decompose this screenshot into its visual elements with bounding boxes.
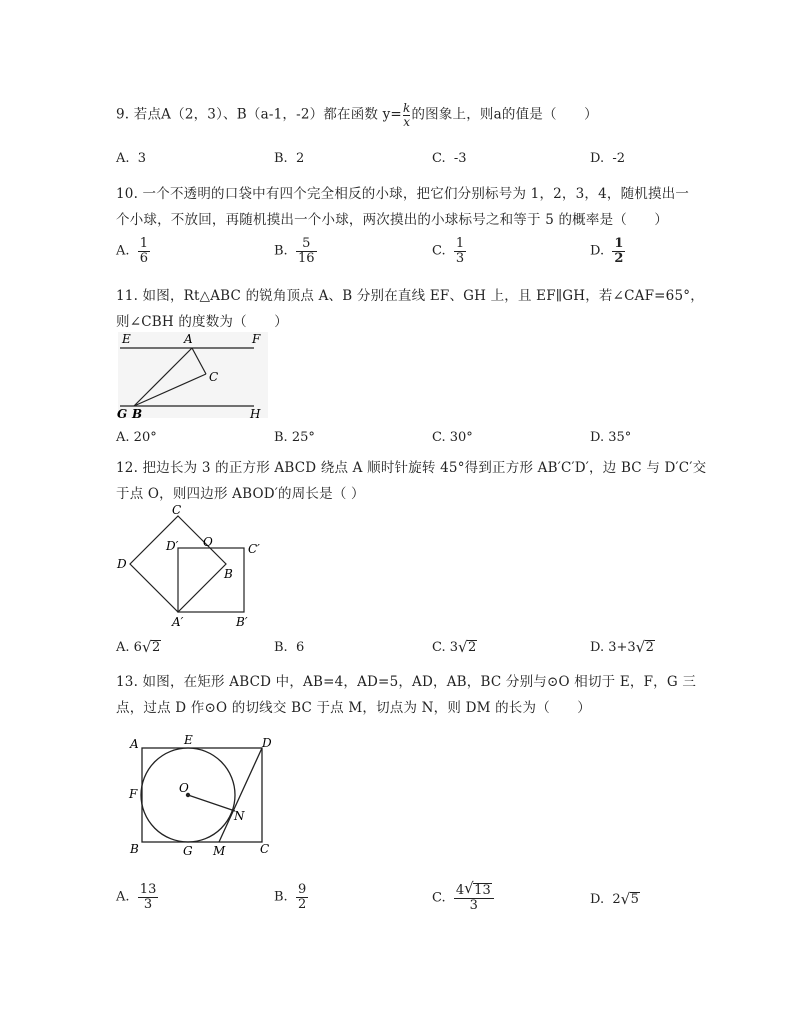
option-value: -2	[612, 151, 626, 166]
option-fraction	[296, 237, 317, 265]
q9-frac-num: k	[402, 101, 411, 115]
frac-num: 5	[302, 236, 311, 251]
sqrt-radicand: 2	[468, 640, 477, 655]
q10-stem-line1: 10. 一个不透明的口袋中有四个完全相反的小球，把它们分别标号为 1，2，3，4，随机摸出一	[116, 186, 690, 202]
q11-option-a[interactable]	[116, 430, 157, 445]
q9-option-d[interactable]	[590, 151, 625, 166]
option-value: 35°	[608, 430, 632, 445]
q12-stem-line1: 12. 把边长为 3 的正方形 ABCD 绕点 A 顺时针旋转 45°得到正方形 AB′C′D′，边 BC 与 D′C′交	[116, 460, 707, 476]
option-key: C.	[432, 430, 446, 445]
label-d: D	[117, 557, 127, 571]
frac-num: 1	[139, 236, 149, 251]
sqrt-symbol	[622, 892, 640, 907]
q11-option-b[interactable]	[274, 430, 315, 445]
label-o: O	[203, 535, 213, 549]
label-e: E	[184, 733, 193, 747]
option-value: 6	[295, 640, 305, 655]
q10-option-d[interactable]	[590, 237, 625, 265]
label-a: A	[184, 332, 193, 346]
tangent-dm	[219, 748, 262, 842]
option-key: D.	[590, 640, 605, 655]
q11-figure	[114, 330, 274, 422]
frac-num: 1	[614, 236, 624, 251]
q9-option-c[interactable]	[432, 151, 467, 166]
q10-option-b[interactable]	[274, 237, 317, 265]
option-coefficient: 2	[612, 892, 621, 907]
q9-text-a: 9. 若点A（2，3）、B（a-1，-2）都在函数 y=	[116, 106, 402, 123]
option-fraction	[612, 237, 625, 265]
label-g: G	[117, 407, 128, 421]
option-value: 3	[137, 151, 147, 166]
frac-den: 6	[139, 250, 149, 266]
q13-option-d[interactable]	[590, 892, 640, 907]
label-f: F	[129, 787, 138, 801]
option-key: C.	[432, 243, 446, 259]
q13-option-c[interactable]	[432, 883, 494, 913]
option-key: A.	[116, 151, 130, 166]
q9-fraction	[403, 102, 410, 128]
option-key: A.	[116, 889, 130, 905]
sqrt-symbol	[143, 640, 161, 655]
option-fraction	[454, 883, 494, 913]
rectangle-abcd	[142, 748, 262, 842]
frac-den: 3	[138, 897, 159, 912]
sqrt-radicand: 13	[474, 883, 491, 898]
option-key: B.	[274, 430, 288, 445]
option-key: B.	[274, 640, 288, 655]
sqrt-radicand: 2	[645, 640, 654, 655]
label-a1: A′	[172, 615, 184, 629]
option-key: A.	[116, 243, 130, 259]
label-a: A	[130, 737, 139, 751]
q13-stem-line1: 13. 如图，在矩形 ABCD 中，AB=4，AD=5，AD，AB，BC 分别与⊙O 相切于 E，F，G 三	[116, 674, 697, 690]
q9-stem	[116, 102, 598, 128]
option-key: D.	[590, 243, 605, 259]
q12-stem-line2: 于点 O，则四边形 ABOD′的周长是（ ）	[116, 486, 365, 502]
q10-option-a[interactable]	[116, 237, 150, 265]
option-value: 30°	[449, 430, 473, 445]
label-g: G	[183, 844, 193, 858]
label-o: O	[179, 781, 189, 795]
q12-option-b[interactable]	[274, 640, 304, 655]
option-value: -3	[453, 151, 467, 166]
option-value: 20°	[133, 430, 157, 445]
q10-stem-line2: 个小球，不放回，再随机摸出一个小球，两次摸出的小球标号之和等于 5 的概率是（ ）	[116, 212, 669, 228]
q12-option-c[interactable]	[432, 640, 477, 655]
label-e: E	[122, 332, 131, 346]
label-m: M	[213, 844, 226, 858]
option-key: A.	[116, 430, 130, 445]
option-key: A.	[116, 640, 130, 655]
q11-stem-line2: 则∠CBH 的度数为（ ）	[116, 314, 288, 330]
sqrt-radicand: 2	[151, 640, 161, 655]
label-c: C	[172, 503, 182, 517]
frac-num-coefficient: 4	[455, 883, 465, 898]
sqrt-symbol	[459, 640, 477, 655]
option-key: C.	[432, 890, 446, 906]
sqrt-radicand: 5	[630, 892, 639, 907]
option-key: B.	[274, 243, 288, 259]
label-c: C	[260, 842, 270, 856]
option-coefficient: 3	[449, 640, 459, 655]
label-b: B	[132, 407, 143, 421]
sqrt-symbol	[637, 640, 655, 655]
option-fraction	[296, 883, 308, 911]
label-f: F	[252, 332, 261, 346]
q9-option-b[interactable]	[274, 151, 304, 166]
option-coefficient: 6	[133, 640, 142, 655]
option-fraction	[138, 883, 159, 911]
q11-stem-line1: 11. 如图，Rt△ABC 的锐角顶点 A、B 分别在直线 EF、GH 上，且 EF∥GH，若∠CAF=65°，	[116, 288, 704, 304]
frac-num: 1	[455, 236, 465, 251]
q13-option-a[interactable]	[116, 883, 158, 911]
option-key: D.	[590, 430, 605, 445]
q10-option-c[interactable]	[432, 237, 466, 265]
frac-den: 2	[297, 896, 307, 912]
option-key: C.	[432, 151, 446, 166]
q12-option-a[interactable]	[116, 640, 161, 655]
q9-frac-den: x	[403, 114, 411, 129]
q9-option-a[interactable]	[116, 151, 146, 166]
radius-on	[188, 795, 235, 811]
figure-background	[118, 332, 268, 418]
label-b1: B′	[236, 615, 248, 629]
label-b: B	[224, 567, 233, 581]
option-key: B.	[274, 889, 288, 905]
sqrt-symbol	[465, 883, 492, 898]
frac-den: 16	[297, 250, 315, 266]
q12-figure	[112, 502, 272, 630]
q13-stem-line2: 点，过点 D 作⊙O 的切线交 BC 于点 M，切点为 N，则 DM 的长为（ ）	[116, 700, 592, 716]
label-c: C	[209, 370, 219, 384]
option-key: C.	[432, 640, 446, 655]
option-key: B.	[274, 151, 288, 166]
q9-text-b: 的图象上，则a的值是（ ）	[411, 106, 598, 123]
label-h: H	[250, 407, 261, 421]
q12-option-d[interactable]	[590, 640, 655, 655]
frac-den: 2	[614, 250, 624, 266]
label-c1: C′	[248, 542, 260, 556]
label-d1: D′	[166, 539, 179, 553]
frac-num	[454, 883, 494, 898]
frac-den: 3	[455, 250, 465, 266]
q13-option-b[interactable]	[274, 883, 308, 911]
label-n: N	[234, 809, 245, 823]
label-b: B	[130, 842, 139, 856]
option-fraction	[138, 237, 150, 265]
option-fraction	[454, 237, 466, 265]
frac-num: 13	[139, 882, 157, 897]
label-d: D	[262, 736, 272, 750]
q13-figure	[120, 730, 290, 860]
frac-den: 3	[454, 898, 494, 913]
option-coefficient: 3+3	[608, 640, 636, 655]
option-value: 25°	[291, 430, 315, 445]
option-value: 2	[295, 151, 305, 166]
q11-option-c[interactable]	[432, 430, 473, 445]
q11-option-d[interactable]	[590, 430, 631, 445]
option-key: D.	[590, 151, 605, 166]
option-key: D.	[590, 892, 605, 907]
frac-num: 9	[297, 882, 307, 897]
